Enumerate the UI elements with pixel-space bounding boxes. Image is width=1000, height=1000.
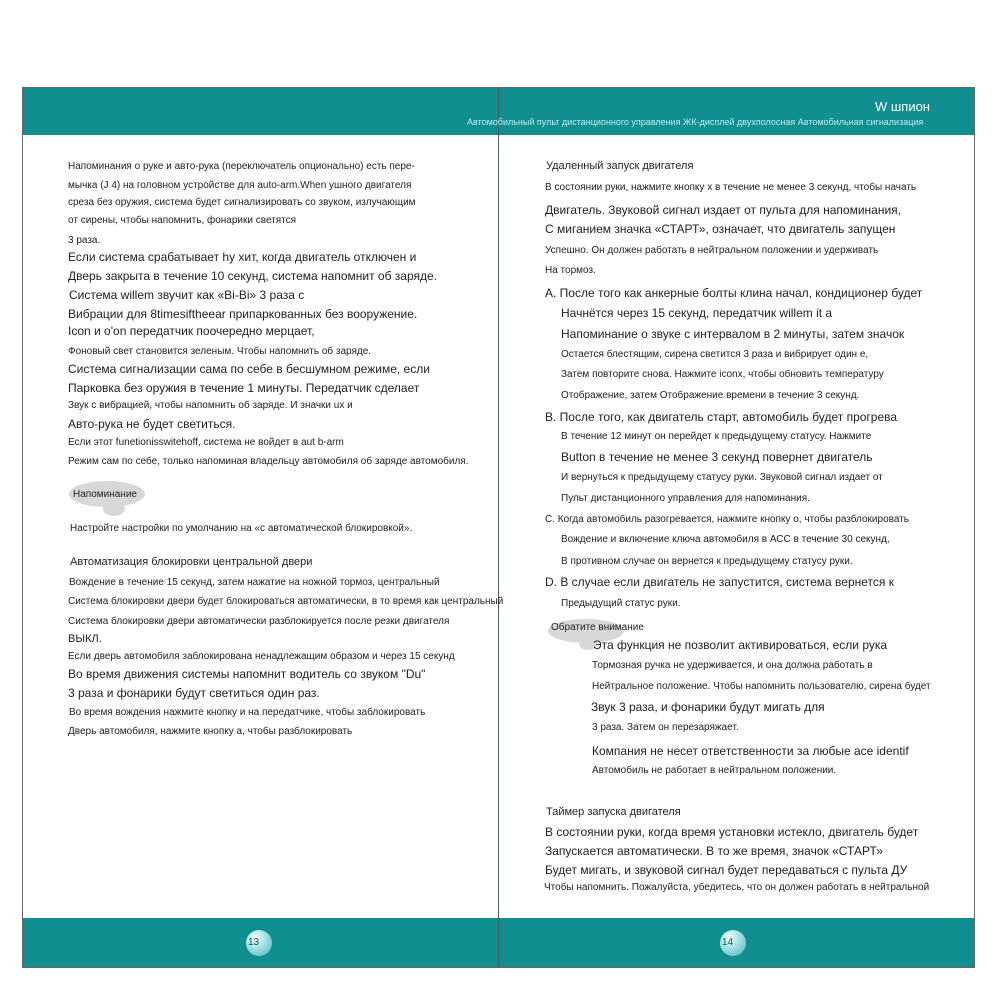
- attention-line: Звук 3 раза, и фонарики будут мигать для: [591, 700, 825, 714]
- item-line: Button в течение не менее 3 секунд повернет двигатель: [561, 450, 873, 464]
- item-line: Предыдущий статус руки.: [561, 598, 681, 609]
- reminder-bubble-tail-icon: [103, 502, 125, 516]
- brand-title: W шпион: [874, 99, 930, 114]
- central-lock-line: Во время движения системы напомнит водитель со звуком "Du": [68, 667, 426, 681]
- central-lock-line: Система блокировки двери автоматически разблокируется после резки двигателя: [68, 616, 450, 627]
- left-text-line: Режим сам по себе, только напоминая владельцу автомобиля об заряде автомобиля.: [68, 456, 469, 467]
- item-line: Затем повторите снова. Нажмите iconx, чтобы обновить температуру: [561, 369, 884, 380]
- left-text-line: Если этот funetionisswitehoff, система не войдет в aut b-arm: [68, 437, 344, 448]
- left-text-line: Если система срабатывает hy хит, когда двигатель отключен и: [68, 250, 417, 264]
- remote-start-title: Удаленный запуск двигателя: [546, 160, 694, 172]
- item-line: И вернуться к предыдущему статусу руки. Звуковой сигнал издает от: [561, 472, 883, 483]
- left-text-line: Icon и o'on передатчик поочередно мерцает,: [68, 324, 315, 338]
- central-lock-line: Вождение в течение 15 секунд, затем нажатие на ножной тормоз, центральный: [69, 577, 440, 588]
- left-text-line: от сирены, чтобы напомнить, фонарики светятся: [68, 215, 297, 226]
- item-line: В течение 12 минут он перейдет к предыдущему статусу. Нажмите: [561, 431, 872, 442]
- left-text-line: Звук с вибрацией, чтобы напомнить об заряде. И значки ux и: [68, 400, 353, 411]
- item-line: Напоминание о звуке с интервалом в 2 минуты, затем значок: [561, 327, 905, 341]
- item-line: A. После того как анкерные болты клина начал, кондиционер будет: [545, 286, 923, 300]
- item-line: Отображение, затем Отображение времени в течение 3 секунд.: [561, 390, 860, 401]
- reminder-text: Настройте настройки по умолчанию на «с автоматической блокировкой».: [70, 523, 413, 534]
- left-text-line: Парковка без оружия в течение 1 минуты. Передатчик сделает: [68, 381, 420, 395]
- item-line: C. Когда автомобиль разогревается, нажмите кнопку о, чтобы разблокировать: [545, 514, 909, 525]
- item-line: Начнётся через 15 секунд, передатчик willem it a: [561, 306, 833, 320]
- left-text-line: Вибрации для 8timesiftheear припаркованных без вооружение.: [68, 307, 418, 321]
- remote-start-line: В состоянии руки, нажмите кнопку х в течение не менее 3 секунд, чтобы начать: [545, 182, 917, 193]
- attention-line: Автомобиль не работает в нейтральном положении.: [592, 765, 837, 776]
- left-text-line: Система сигнализации сама по себе в бесшумном режиме, если: [68, 362, 430, 376]
- left-text-line: мычка (J 4) на головном устройстве для auto-arm.When ушного двигателя: [68, 180, 412, 191]
- page-divider: [498, 88, 499, 967]
- item-line: D. В случае если двигатель не запустится, система вернется к: [545, 575, 894, 589]
- page-number-right: 14: [720, 930, 746, 956]
- item-line: Пульт дистанционного управления для напоминания.: [561, 493, 810, 504]
- item-line: Вождение и включение ключа автомобиля в АСС в течение 30 секунд,: [561, 534, 890, 545]
- left-text-line: Система willem звучит как «Bi-Bi» 3 раза с: [69, 288, 305, 302]
- attention-line: Нейтральное положение. Чтобы напомнить пользователю, сирена будет: [592, 681, 931, 692]
- central-lock-title: Автоматизация блокировки центральной двери: [70, 556, 313, 568]
- attention-line: Эта функция не позволит активироваться, если рука: [593, 638, 888, 652]
- header-subtitle: Автомобильный пульт дистанционного управления ЖК-дисплей двухполосная Автомобильная сигнализация: [467, 117, 924, 127]
- remote-start-line: Двигатель. Звуковой сигнал издает от пульта для напоминания,: [545, 203, 901, 217]
- attention-line: 3 раза. Затем он перезаряжает.: [592, 722, 739, 733]
- left-text-line: Напоминания о руке и авто-рука (переключатель опционально) есть пере-: [68, 161, 415, 172]
- remote-start-line: Успешно. Он должен работать в нейтральном положении и удерживать: [545, 245, 879, 256]
- remote-start-line: На тормоз.: [545, 265, 596, 276]
- timer-line: Будет мигать, и звуковой сигнал будет передаваться с пульта ДУ: [545, 863, 908, 877]
- left-text-line: Дверь закрыта в течение 10 секунд, система напомнит об заряде.: [68, 269, 438, 283]
- item-line: B. После того, как двигатель старт, автомобиль будет прогрева: [545, 410, 898, 424]
- timer-title: Таймер запуска двигателя: [546, 806, 681, 818]
- central-lock-line: Во время вождения нажмите кнопку и на передатчике, чтобы заблокировать: [69, 707, 426, 718]
- central-lock-line: Система блокировки двери будет блокироваться автоматически, в то время как центральный: [68, 596, 504, 607]
- left-text-line: 3 раза.: [68, 235, 101, 246]
- attention-line: Компания не несет ответственности за любые ace identif: [592, 744, 909, 758]
- remote-start-line: С миганием значка «СТАРТ», означает, что двигатель запущен: [545, 222, 896, 236]
- central-lock-line: Если дверь автомобиля заблокирована ненадлежащим образом и через 15 секунд: [68, 651, 455, 662]
- manual-spread: [22, 87, 975, 968]
- timer-line: В состоянии руки, когда время установки истекло, двигатель будет: [545, 825, 919, 839]
- page-number-left: 13: [246, 930, 272, 956]
- left-text-line: Фоновый свет становится зеленым. Чтобы напомнить об заряде.: [68, 346, 372, 357]
- timer-line: Запускается автоматически. В то же время, значок «СТАРТ»: [545, 844, 883, 858]
- item-line: В противном случае он вернется к предыдущему статусу руки.: [561, 556, 853, 567]
- reminder-label: Напоминание: [73, 489, 137, 500]
- central-lock-line: Дверь автомобиля, нажмите кнопку а, чтобы разблокировать: [68, 726, 353, 737]
- attention-line: Тормозная ручка не удерживается, и она должна работать в: [592, 660, 873, 671]
- central-lock-line: ВЫКЛ.: [68, 633, 102, 645]
- central-lock-line: 3 раза и фонарики будут светиться один раз.: [68, 686, 320, 700]
- left-text-line: среза без оружия, система будет сигнализировать со звуком, излучающим: [68, 197, 416, 208]
- attention-label: Обратите внимание: [551, 622, 644, 633]
- left-text-line: Авто-рука не будет светиться.: [68, 417, 236, 431]
- timer-line: Чтобы напомнить. Пожалуйста, убедитесь, что он должен работать в нейтральной: [544, 882, 930, 893]
- item-line: Остается блестящим, сирена светится 3 раза и вибрирует один е,: [561, 349, 869, 360]
